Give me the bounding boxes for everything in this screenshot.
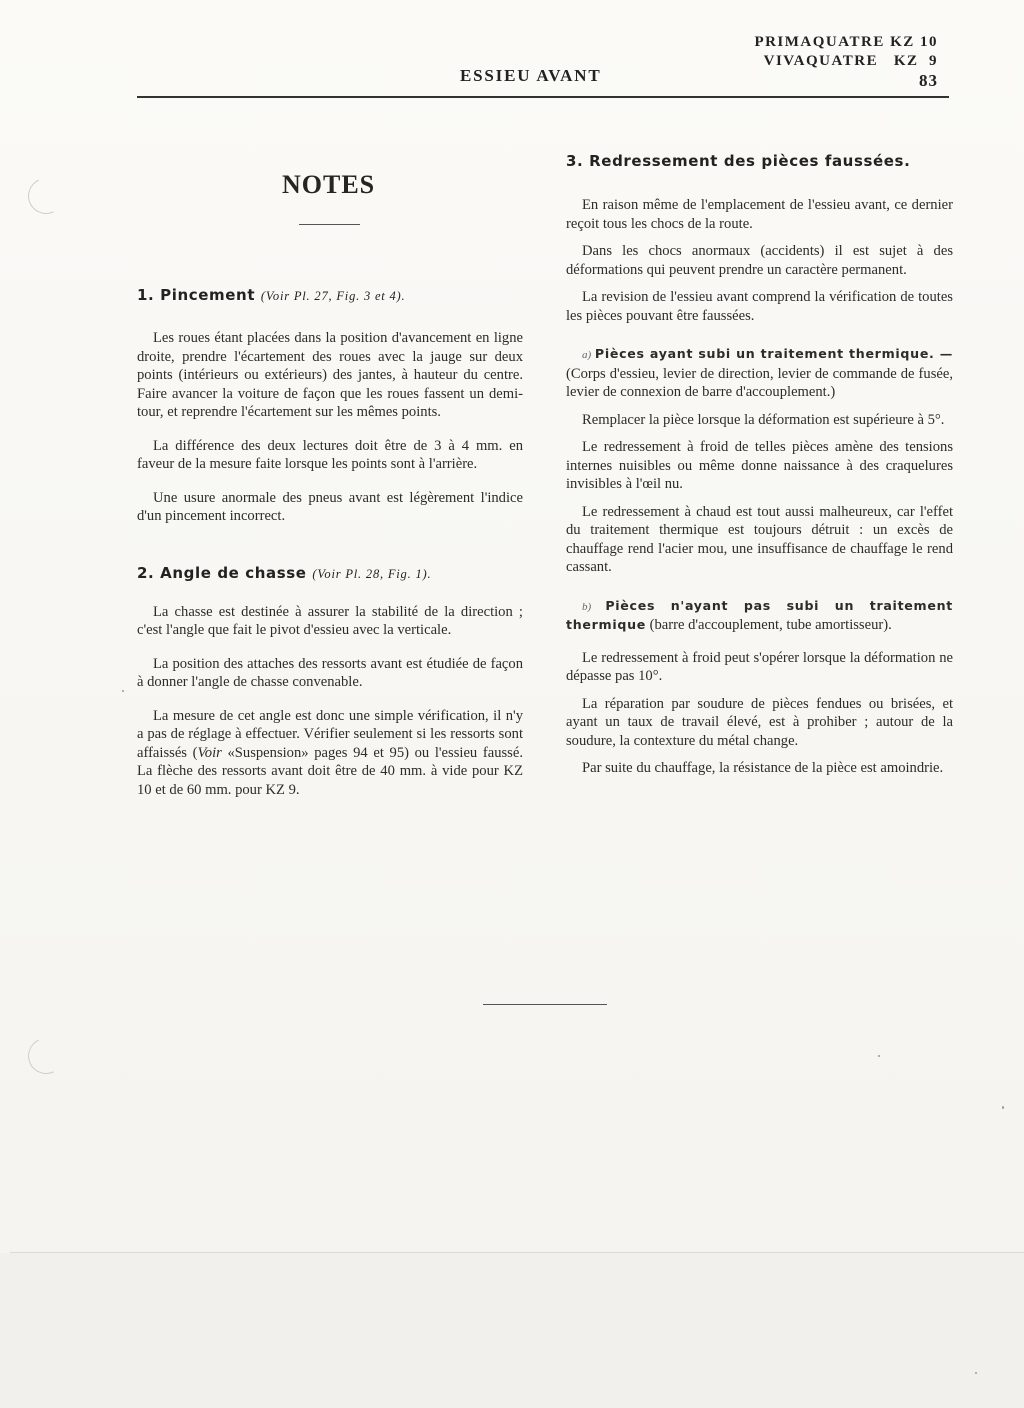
end-rule (483, 1004, 607, 1005)
section-1-paragraph-3: Une usure anormale des pneus avant est légèrement l'indice d'un pincement incorrect. (137, 489, 523, 524)
right-column (566, 150, 953, 778)
subsection-b-letter: b) (582, 600, 592, 613)
section-3-paragraph-4: Remplacer la pièce lorsque la déformation est supérieure à 5°. (582, 411, 945, 428)
section-2-p3-start: La mesure de cet angle est donc une simple vérification, il n'y a pas de réglage à effectuer. Vérifier seulement si les ressorts sont affaissés ( (137, 707, 523, 761)
section-1-paragraph-1: Les roues étant placées dans la position d'avancement en ligne droite, prendre l'écartement des roues avec la jauge sur deux points (intérieurs ou extérieurs) des jantes, à hauteur du centre. Faire avancer la voiture de façon que les roues fassent un demi-tour, et reprendre l'écartement sur les mêmes points. (137, 330, 523, 420)
scan-speck (975, 1372, 977, 1374)
section-3-paragraph-7: Le redressement à froid peut s'opérer lorsque la déformation ne dépasse pas 10°. (566, 649, 953, 684)
section-3-heading: 3. Redressement des pièces faussées. (566, 152, 911, 170)
section-1-paragraph-2: La différence des deux lectures doit être de 3 à 4 mm. en faveur de la mesure faite lorsque les points sont à l'arrière. (137, 437, 523, 472)
section-3-paragraph-1: En raison même de l'emplacement de l'essieu avant, ce dernier reçoit tous les chocs de la route. (566, 197, 953, 232)
page-number: 83 (919, 71, 938, 90)
notes-rule (299, 224, 360, 225)
section-3-paragraph-2: Dans les chocs anormaux (accidents) il est sujet à des déformations qui peuvent prendre un caractère permanent. (566, 243, 953, 278)
subsection-a-title: Pièces ayant subi un traitement thermique. — (594, 346, 954, 361)
section-3-paragraph-6: Le redressement à chaud est tout aussi malheureux, car l'effet du traitement thermique est toujours détruit : un excès de chauffage rend l'acier mou, une insuffisance de chauffage le rend cassant. (566, 503, 953, 575)
section-2-p3-end: «Suspension» pages 94 et 95) ou l'essieu faussé. La flèche des ressorts avant doit être de 40 mm. à vide pour KZ 10 et de 60 mm. pour KZ 9. (137, 744, 523, 798)
subsection-b (566, 597, 953, 635)
header-rule (137, 96, 949, 98)
section-2-paragraph-1: La chasse est destinée à assurer la stabilité de la direction ; c'est l'angle que fait le pivot d'essieu avec la verticale. (137, 603, 523, 638)
scan-speck (1002, 1106, 1004, 1109)
section-2-paragraph-2: La position des attaches des ressorts avant est étudiée de façon à donner l'angle de chasse convenable. (137, 655, 523, 690)
section-3-paragraph-8: La réparation par soudure de pièces fendues ou brisées, et ayant un taux de travail élevé, est à prohiber ; autour de la soudure, la contexture du métal change. (566, 695, 953, 749)
subsection-b-text: (barre d'accouplement, tube amortisseur). (646, 617, 892, 633)
section-2-ref: (Voir Pl. 28, Fig. 1). (312, 566, 432, 581)
section-1-title: 1. Pincement (137, 286, 256, 304)
model-line-2: VIVAQUATRE KZ 9 (763, 53, 938, 69)
subsection-a (566, 345, 953, 402)
section-1-ref: (Voir Pl. 27, Fig. 3 et 4). (260, 289, 406, 303)
page-edge-line (10, 1252, 1024, 1253)
page-header-title: ESSIEU AVANT (460, 66, 602, 85)
section-1-heading (137, 284, 523, 307)
section-2-title: 2. Angle de chasse (137, 563, 307, 582)
scan-speck (878, 1055, 880, 1057)
section-2-paragraph-3 (137, 707, 523, 800)
section-3-paragraph-9: Par suite du chauffage, la résistance de la pièce est amoindrie. (582, 760, 944, 776)
subsection-b-title: Pièces n'ayant pas subi un traitement thermique (566, 597, 953, 632)
section-2-heading (137, 562, 523, 585)
left-column (137, 284, 523, 799)
scan-speck (122, 690, 124, 692)
section-3-paragraph-3: La revision de l'essieu avant comprend la vérification de toutes les pièces pouvant être faussées. (566, 289, 953, 324)
voir-reference: Voir (197, 744, 222, 761)
model-header (754, 33, 938, 90)
model-line-1: PRIMAQUATRE KZ 10 (754, 34, 938, 50)
notes-title: NOTES (282, 170, 376, 199)
scan-bottom-margin (0, 1253, 1024, 1408)
section-3-paragraph-5: Le redressement à froid de telles pièces amène des tensions internes nuisibles ou même donne naissance à des craquelures invisibles à l'œil nu. (566, 439, 953, 492)
subsection-a-letter: a) (582, 349, 592, 361)
subsection-a-text: (Corps d'essieu, levier de direction, levier de commande de fusée, levier de connexion de barre d'accouplement.) (566, 365, 953, 400)
